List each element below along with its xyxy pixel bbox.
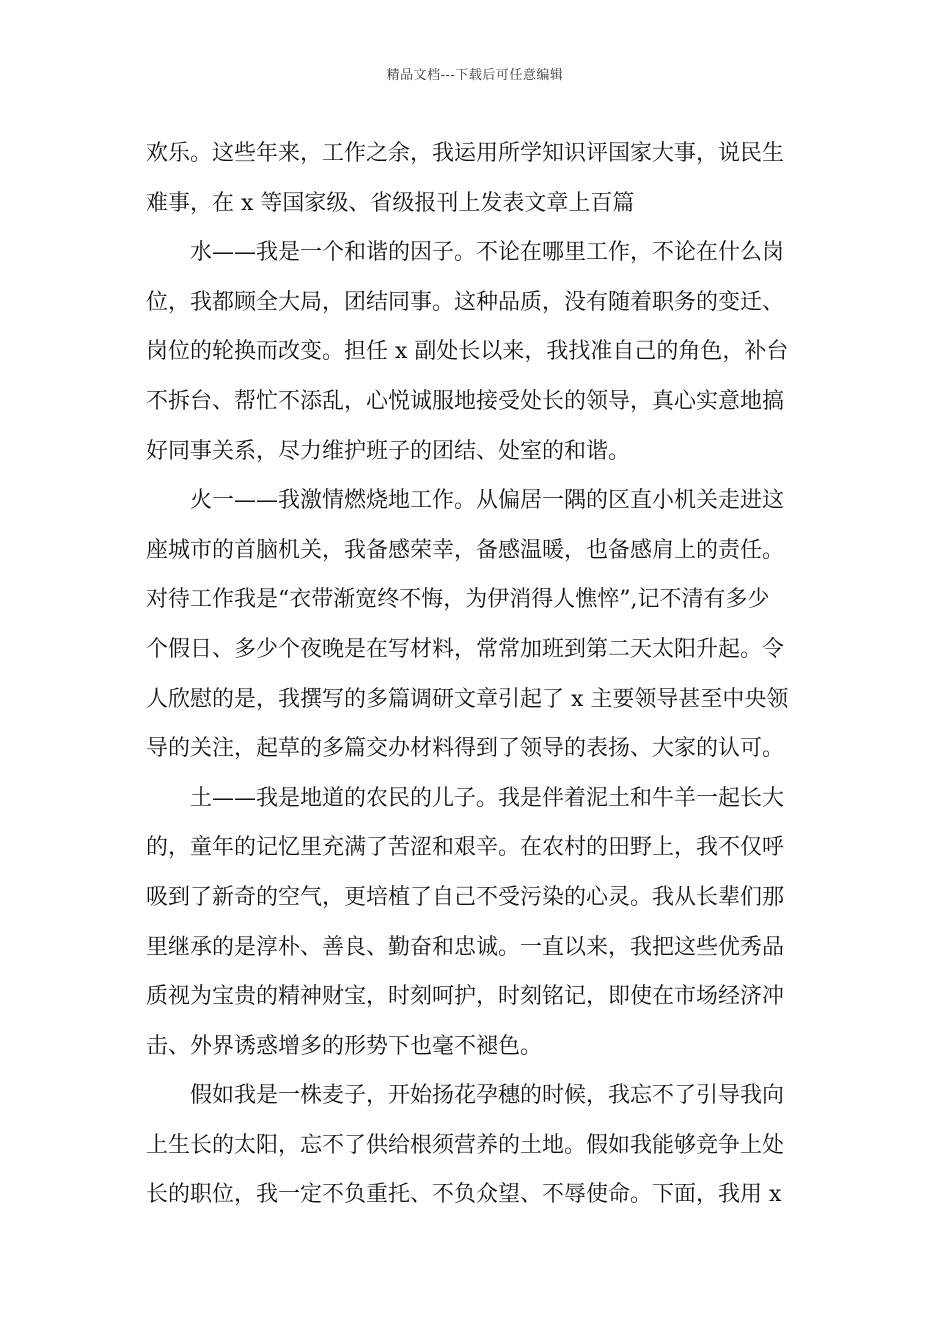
text-line: 里继承的是淳朴、善良、勤奋和忠诚。一直以来，我把这些优秀品 <box>146 934 785 960</box>
text-line: 水——我是一个和谐的因子。不论在哪里工作，不论在什么岗 <box>190 240 785 266</box>
text-line: 击、外界诱惑增多的形势下也毫不褪色。 <box>146 1033 543 1059</box>
page-header: 精品文档---下载后可任意编辑 <box>386 68 564 83</box>
text-line: 质视为宝贵的精神财宝，时刻呵护，时刻铭记，即使在市场经济冲 <box>146 984 785 1010</box>
text-line: 不拆台、帮忙不添乱，心悦诚服地接受处长的领导，真心实意地搞 <box>146 388 785 414</box>
document-body <box>146 129 810 1220</box>
text-line: 上生长的太阳，忘不了供给根须营养的土地。假如我能够竞争上处 <box>146 1132 785 1158</box>
text-line: 位，我都顾全大局，团结同事。这种品质，没有随着职务的变迁、 <box>146 289 785 315</box>
text-line: 导的关注，起草的多篇交办材料得到了领导的表扬、大家的认可。 <box>146 736 785 762</box>
text-line: 难事，在 x 等国家级、省级报刊上发表文章上百篇 <box>146 190 635 216</box>
text-line: 个假日、多少个夜晚是在写材料，常常加班到第二天太阳升起。令 <box>146 636 785 662</box>
text-line: 长的职位，我一定不负重托、不负众望、不辱使命。下面，我用 x <box>146 1182 782 1208</box>
text-line: 吸到了新奇的空气，更培植了自己不受污染的心灵。我从长辈们那 <box>146 884 785 910</box>
text-line: 好同事关系，尽力维护班子的团结、处室的和谐。 <box>146 438 631 464</box>
text-line: 座城市的首脑机关，我备感荣幸，备感温暖，也备感肩上的责任。 <box>146 537 785 563</box>
text-line: 火一——我激情燃烧地工作。从偏居一隅的区直小机关走进这 <box>190 488 785 514</box>
text-line: 对待工作我是“衣带渐宽终不悔，为伊消得人憔悴”,记不清有多少 <box>146 587 770 613</box>
text-line: 欢乐。这些年来，工作之余，我运用所学知识评国家大事，说民生 <box>146 141 785 166</box>
text-line: 假如我是一株麦子，开始扬花孕穗的时候，我忘不了引导我向 <box>190 1083 785 1109</box>
text-line: 土——我是地道的农民的儿子。我是伴着泥土和牛羊一起长大 <box>190 785 785 811</box>
text-line: 人欣慰的是，我撰写的多篇调研文章引起了 x 主要领导甚至中央领 <box>146 686 789 712</box>
text-line: 岗位的轮换而改变。担任 x 副处长以来，我找准自己的角色，补台 <box>146 339 789 365</box>
text-line: 的，童年的记忆里充满了苦涩和艰辛。在农村的田野上，我不仅呼 <box>146 835 785 861</box>
